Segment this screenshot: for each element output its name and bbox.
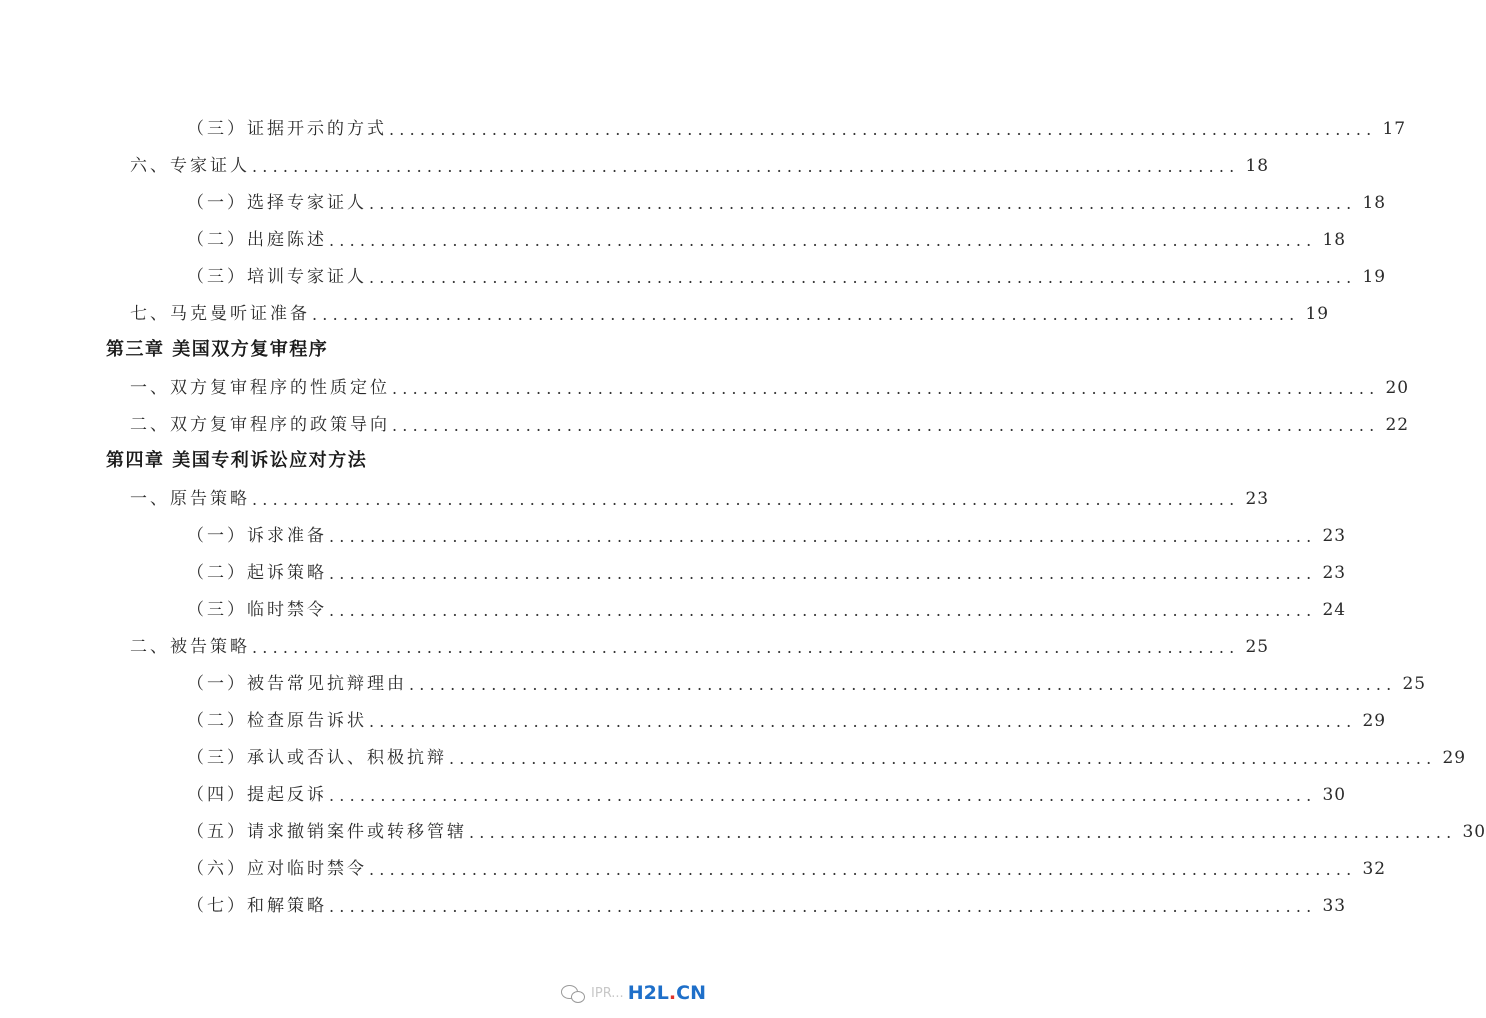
toc-entry-title: 一、双方复审程序的性质定位 [130, 378, 390, 398]
toc-entry[interactable] [0, 663, 1427, 700]
toc-page-number: 29 [1362, 711, 1387, 731]
toc-entry-title: （四）提起反诉 [187, 785, 327, 805]
dot-leader: ................................................................................................ [369, 194, 1357, 213]
toc-entry-title: 一、原告策略 [130, 489, 250, 509]
toc-entry-title: （一）选择专家证人 [187, 193, 367, 213]
dot-leader: ................................................................................................ [369, 860, 1357, 879]
site-logo: H2L.CN [627, 982, 706, 1004]
dot-leader: ................................................................................................ [329, 897, 1317, 916]
dot-leader: ................................................................................................ [392, 379, 1380, 398]
toc-entry[interactable] [0, 478, 1270, 515]
toc-entry-title: 二、被告策略 [130, 637, 250, 657]
dot-leader: ................................................................................................ [389, 120, 1377, 139]
toc-entry-title: （二）出庭陈述 [187, 230, 327, 250]
toc-entry[interactable] [0, 552, 1347, 589]
toc-entry[interactable] [0, 774, 1347, 811]
toc-page-number: 23 [1245, 489, 1270, 509]
chapter-heading: 第三章 美国双方复审程序 [106, 339, 329, 360]
dot-leader: ................................................................................................ [329, 601, 1317, 620]
toc-entry-title: （一）诉求准备 [187, 526, 327, 546]
toc-entry-title: 二、双方复审程序的政策导向 [130, 415, 390, 435]
toc-entry-title: （七）和解策略 [187, 896, 327, 916]
toc-page-number: 30 [1322, 785, 1347, 805]
toc-entry[interactable] [0, 848, 1387, 885]
toc-entry[interactable] [0, 256, 1387, 293]
toc-entry[interactable] [0, 885, 1347, 922]
toc-entry[interactable] [0, 145, 1270, 182]
toc-entry-title: （二）检查原告诉状 [187, 711, 367, 731]
dot-leader: ................................................................................................ [329, 786, 1317, 805]
toc-entry-title: （一）被告常见抗辩理由 [187, 674, 407, 694]
dot-leader: ................................................................................................ [252, 490, 1240, 509]
dot-leader: ................................................................................................ [449, 749, 1437, 768]
toc-page-number: 33 [1322, 896, 1347, 916]
toc-page-number: 23 [1322, 563, 1347, 583]
watermark [561, 982, 706, 1004]
toc-page-number: 17 [1382, 119, 1407, 139]
toc-page-number: 23 [1322, 526, 1347, 546]
dot-leader: ................................................................................................ [369, 712, 1357, 731]
dot-leader: ................................................................................................ [369, 268, 1357, 287]
toc-entry[interactable] [0, 700, 1387, 737]
toc-page-number: 19 [1362, 267, 1387, 287]
toc-page-number: 18 [1245, 156, 1270, 176]
toc-entry-title: （六）应对临时禁令 [187, 859, 367, 879]
toc-entry[interactable] [0, 404, 1410, 441]
toc-page-number: 30 [1462, 822, 1486, 842]
toc-page-number: 29 [1442, 748, 1467, 768]
toc-page-number: 19 [1305, 304, 1330, 324]
toc-entry-title: （三）承认或否认、积极抗辩 [187, 748, 447, 768]
toc-entry-title: （五）请求撤销案件或转移管辖 [187, 822, 467, 842]
dot-leader: ................................................................................................ [252, 638, 1240, 657]
toc-entry[interactable] [0, 737, 1467, 774]
toc-entry-title: （三）临时禁令 [187, 600, 327, 620]
dot-leader: ................................................................................................ [329, 564, 1317, 583]
toc-entry[interactable] [0, 182, 1387, 219]
dot-leader: ................................................................................................ [312, 305, 1300, 324]
toc-page-number: 32 [1362, 859, 1387, 879]
toc-page-number: 25 [1402, 674, 1427, 694]
toc-page-number: 18 [1362, 193, 1387, 213]
toc-entry[interactable] [0, 589, 1347, 626]
toc-page-number: 20 [1385, 378, 1410, 398]
dot-leader: ................................................................................................ [329, 527, 1317, 546]
watermark-faint-text: IPR... [591, 985, 624, 1001]
toc-entry[interactable] [0, 811, 1486, 848]
toc-entry[interactable] [0, 108, 1407, 145]
dot-leader: ................................................................................................ [252, 157, 1240, 176]
toc-entry[interactable] [0, 293, 1330, 330]
dot-leader: ................................................................................................ [392, 416, 1380, 435]
dot-leader: ................................................................................................ [409, 675, 1397, 694]
toc-entry[interactable] [0, 626, 1270, 663]
wechat-icon [561, 983, 587, 1003]
table-of-contents [0, 108, 1486, 922]
toc-entry[interactable] [0, 367, 1410, 404]
toc-entry-title: （二）起诉策略 [187, 563, 327, 583]
dot-leader: ................................................................................................ [469, 823, 1457, 842]
toc-entry[interactable] [0, 515, 1347, 552]
toc-page-number: 25 [1245, 637, 1270, 657]
toc-entry-title: （三）证据开示的方式 [187, 119, 387, 139]
toc-entry-title: 七、马克曼听证准备 [130, 304, 310, 324]
toc-entry-title: （三）培训专家证人 [187, 267, 367, 287]
chapter-heading: 第四章 美国专利诉讼应对方法 [106, 450, 368, 471]
toc-entry[interactable] [0, 219, 1347, 256]
toc-page-number: 18 [1322, 230, 1347, 250]
dot-leader: ................................................................................................ [329, 231, 1317, 250]
toc-page-number: 24 [1322, 600, 1347, 620]
toc-entry-title: 六、专家证人 [130, 156, 250, 176]
toc-page-number: 22 [1385, 415, 1410, 435]
